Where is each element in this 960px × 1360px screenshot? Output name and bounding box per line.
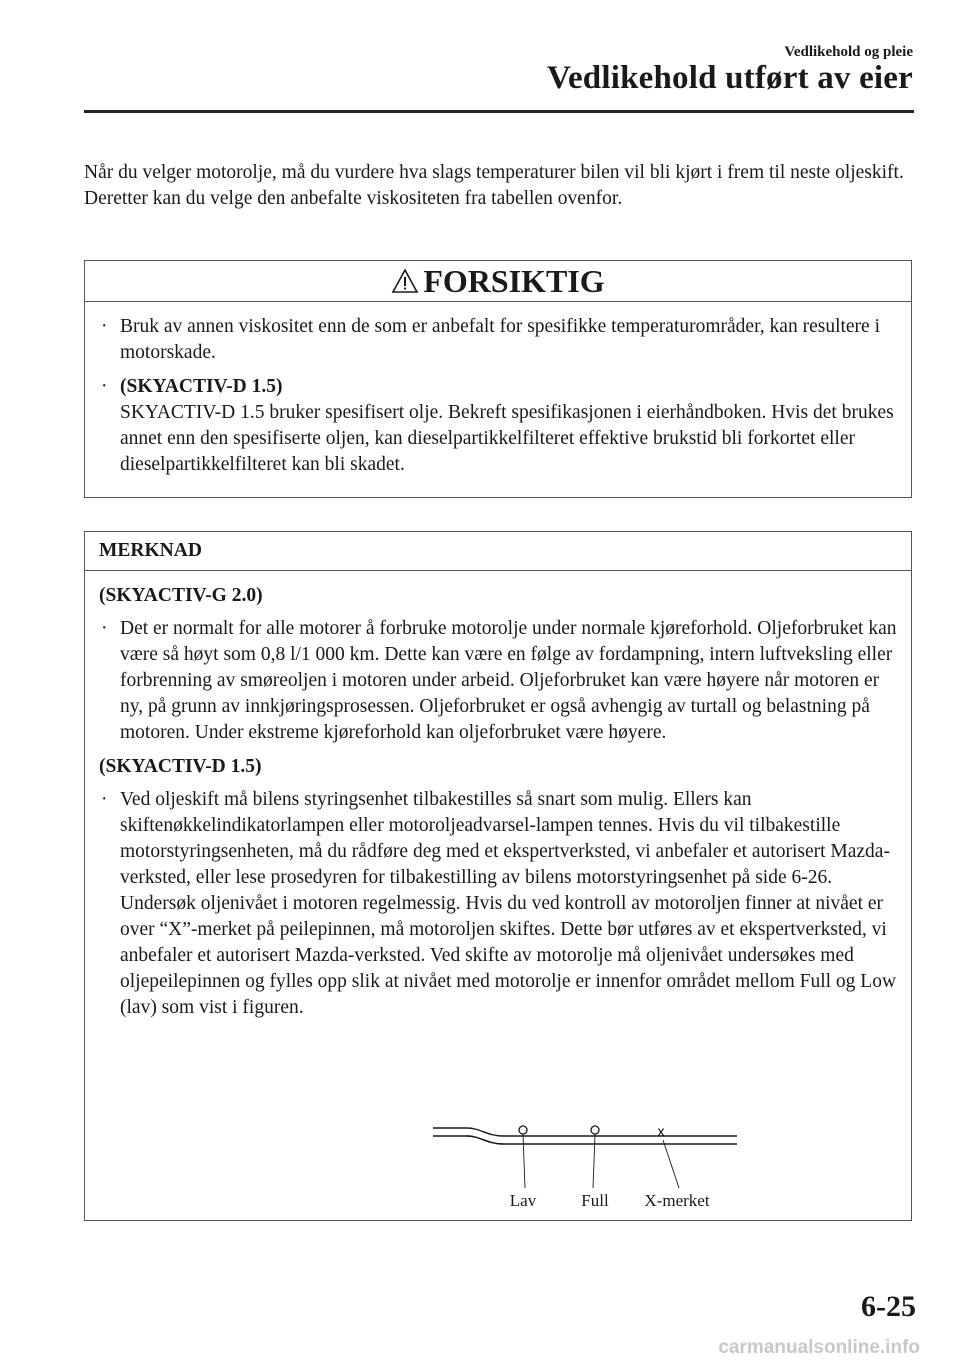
- dipstick-figure: [425, 1122, 745, 1212]
- bullet-dot: ·: [101, 618, 108, 639]
- note-g-bullet: Det er normalt for alle motorer å forbruke motorolje under normale kjøreforhold. Oljeforbruket kan være så høyt som 0,8 l/1 000 km. Dette kan være en følge av fordampning, intern luftveksling eller forbrenning av smøreoljen i motoren under arbeid. Oljeforbruket kan være høyere når motoren er ny, på grunn av innkjøringsprosessen. Oljeforbruket er også avhengig av turtall og belastning på motoren. Under ekstreme kjøreforhold kan oljeforbruket være høyere.: [120, 618, 897, 743]
- caution-bullet-2: [120, 374, 897, 478]
- section-name: Vedlikehold og pleie: [784, 44, 913, 60]
- header-divider: [84, 110, 914, 113]
- note-d-bullet: [120, 787, 897, 1021]
- bullet-dot: ·: [101, 789, 108, 810]
- note-d-bullet-paragraph-1: Ved oljeskift må bilens styringsenhet tilbakestilles så snart som mulig. Ellers kan skiftenøkkelindikatorlampen eller motoroljeadvarsel-lampen tennes. Hvis du vil tilbakestille motorstyringsenheten, må du rådføre deg med et ekspertverksted, vi anbefaler et autorisert Mazda-verksted, eller lese prosedyren for tilbakestilling av bilens motorstyringsenhet på side 6-26.: [120, 789, 890, 888]
- dipstick-shape: [433, 1128, 737, 1144]
- note-d-bullet-paragraph-2: Undersøk oljenivået i motoren regelmessig. Hvis du ved kontroll av motoroljen finner at nivået er over “X”-merket på peilepinnen, må motoroljen skiftes. Dette bør utføres av et ekspertverksted, vi anbefaler et autorisert Mazda-verksted. Ved skifte av motorolje må oljenivået undersøkes med oljepeilepinnen og fylles opp slik at nivået med motorolje er innenfor området mellom Full og Low (lav) som vist i figuren.: [120, 893, 897, 1018]
- leader-line-full: [593, 1134, 595, 1188]
- list-item: [99, 314, 897, 366]
- intro-paragraph-1: Når du velger motorolje, må du vurdere hva slags temperaturer bilen vil bli kjørt i frem til neste oljeskift.: [84, 162, 904, 183]
- list-item: [99, 374, 897, 478]
- intro-text: [84, 160, 914, 212]
- list-item: [99, 787, 897, 1021]
- label-full: Full: [581, 1191, 609, 1210]
- leader-line-low: [523, 1134, 525, 1188]
- label-low: Lav: [509, 1191, 537, 1210]
- watermark: carmanualsonline.info: [718, 1337, 920, 1358]
- label-x-mark: X-merket: [644, 1191, 710, 1210]
- intro-paragraph-2: Deretter kan du velge den anbefalte viskositeten fra tabellen ovenfor.: [84, 188, 623, 209]
- caution-title: FORSIKTIG: [423, 262, 605, 299]
- full-mark: [591, 1126, 599, 1134]
- caution-bullet-2-heading: (SKYACTIV-D 1.5): [120, 376, 283, 397]
- caution-box: [84, 260, 912, 498]
- warning-triangle-icon: [391, 268, 419, 294]
- caution-bullet-2-body: SKYACTIV-D 1.5 bruker spesifisert olje. Bekreft spesifikasjonen i eierhåndboken. Hvis det brukes annet enn den spesifiserte oljen, kan dieselpartikkelfilteret effektive brukstid bli forkortet eller dieselpartikkelfilteret kan bli skadet.: [120, 402, 894, 475]
- bullet-dot: ·: [101, 316, 108, 337]
- caution-body: [85, 302, 911, 494]
- page-title: Vedlikehold utført av eier: [546, 60, 913, 96]
- note-d-heading: (SKYACTIV-D 1.5): [99, 756, 262, 777]
- caution-bullet-1: Bruk av annen viskositet enn de som er anbefalt for spesifikke temperaturområder, kan resultere i motorskade.: [120, 316, 880, 363]
- note-body: [85, 571, 911, 1037]
- list-item: [99, 616, 897, 746]
- note-box: [84, 531, 912, 1221]
- caution-header: [85, 261, 911, 302]
- note-g-heading: (SKYACTIV-G 2.0): [99, 585, 263, 606]
- bullet-dot: ·: [101, 376, 108, 397]
- leader-line-x: [663, 1140, 679, 1188]
- page-number: 6-25: [861, 1290, 916, 1323]
- low-mark: [519, 1126, 527, 1134]
- note-header: MERKNAD: [85, 532, 911, 571]
- x-mark: x: [657, 1123, 665, 1139]
